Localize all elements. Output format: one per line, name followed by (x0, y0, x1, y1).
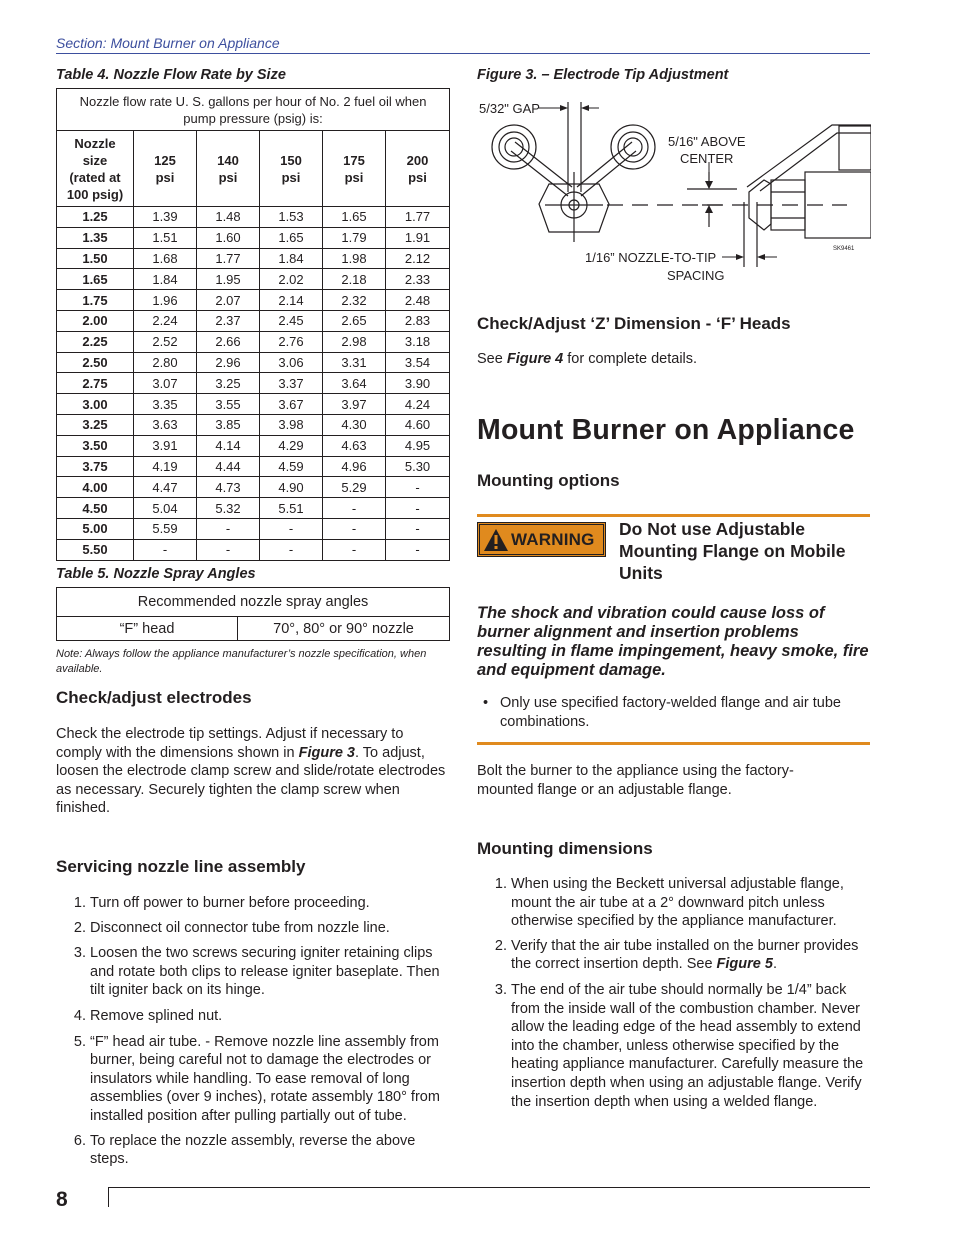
list-item: 1. When using the Beckett universal adjustable flange, mount the air tube at a 2° downward pitch unless otherwise specified by the appliance manufacturer. (511, 875, 870, 931)
flow-rate-cell: - (386, 477, 450, 498)
bolt-paragraph: Bolt the burner to the appliance using the factory-mounted flange or an adjustable flange. (477, 763, 794, 798)
nozzle-size-cell: 2.75 (57, 373, 134, 394)
flow-rate-cell: 1.65 (260, 227, 323, 248)
flow-rate-cell: 3.31 (323, 352, 386, 373)
flow-rate-cell: 4.47 (134, 477, 197, 498)
table-row (57, 248, 450, 269)
table5-note: Note: Always follow the appliance manufacturer’s nozzle specification, when available. (56, 648, 427, 675)
flow-rate-cell: 1.65 (323, 207, 386, 228)
figure5-link[interactable]: Figure 5 (716, 956, 773, 973)
table-row (57, 207, 450, 228)
table-row (57, 477, 450, 498)
flow-rate-cell: 3.07 (134, 373, 197, 394)
flow-rate-cell: 1.60 (197, 227, 260, 248)
list-item: 5. “F” head air tube. - Remove nozzle line assembly from burner, being careful not to damage the electrodes or insulators while handling. To ease removal of long assemblies (over 9 inches), rotate assembly 180° from installed position after pulling partially out of tube. (90, 1033, 451, 1126)
flow-rate-cell: 2.66 (197, 331, 260, 352)
nozzle-size-cell: 3.25 (57, 414, 134, 435)
flow-rate-cell: 2.45 (260, 310, 323, 331)
flow-rate-cell: - (134, 539, 197, 560)
warning-top-rule (477, 514, 870, 517)
flow-rate-cell: 3.85 (197, 414, 260, 435)
electrodes-heading: Check/adjust electrodes (56, 688, 252, 707)
flow-rate-cell: 4.73 (197, 477, 260, 498)
nozzle-size-cell: 3.00 (57, 394, 134, 415)
flow-rate-cell: 4.59 (260, 456, 323, 477)
flow-rate-cell: 3.25 (197, 373, 260, 394)
table-row (57, 331, 450, 352)
table-row (57, 498, 450, 519)
servicing-steps (56, 894, 451, 1169)
flow-rate-cell: 1.96 (134, 290, 197, 311)
nozzle-size-cell: 1.35 (57, 227, 134, 248)
nozzle-size-cell: 2.00 (57, 310, 134, 331)
flow-rate-cell: 2.14 (260, 290, 323, 311)
list-item: 6. To replace the nozzle assembly, reverse the above steps. (90, 1132, 451, 1169)
figure3-caption: Figure 3. – Electrode Tip Adjustment (477, 67, 729, 83)
list-item: 3. The end of the air tube should normally be 1/4” back from the inside wall of the combustion chamber. Never allow the leading edge of the head assembly to extend into the chamber, unless otherwise specified by the heating appliance manufacturer. Carefully measure the insertion depth when using an adjustable flange. Verify the insertion depth when using a welded flange. (511, 981, 870, 1111)
section-header: Section: Mount Burner on Appliance (56, 35, 280, 51)
table-row (57, 414, 450, 435)
flow-rate-cell: - (323, 539, 386, 560)
table4-intro: Nozzle flow rate U. S. gallons per hour of No. 2 fuel oil when pump pressure (psig) is: (57, 89, 450, 131)
flow-rate-cell: 3.18 (386, 331, 450, 352)
nozzle-size-cell: 2.25 (57, 331, 134, 352)
list-item: 4. Remove splined nut. (90, 1007, 451, 1026)
flow-rate-cell: - (323, 518, 386, 539)
flow-rate-cell: 1.68 (134, 248, 197, 269)
table-row (57, 518, 450, 539)
flow-rate-cell: 2.12 (386, 248, 450, 269)
flow-rate-cell: 4.60 (386, 414, 450, 435)
table5-header: Recommended nozzle spray angles (57, 588, 450, 617)
flow-rate-cell: 2.98 (323, 331, 386, 352)
flow-rate-cell: - (386, 498, 450, 519)
spacing-label-2: SPACING (667, 268, 725, 283)
flow-rate-cell: 1.39 (134, 207, 197, 228)
flow-rate-cell: 2.48 (386, 290, 450, 311)
flow-rate-cell: 2.33 (386, 269, 450, 290)
flow-rate-cell: 1.79 (323, 227, 386, 248)
mounting-options-heading: Mounting options (477, 471, 620, 490)
flow-rate-cell: 4.63 (323, 435, 386, 456)
flow-rate-cell: 4.29 (260, 435, 323, 456)
flow-rate-cell: 1.91 (386, 227, 450, 248)
table5-row-value: 70°, 80° or 90° nozzle (238, 617, 450, 641)
table-row (57, 227, 450, 248)
nozzle-size-cell: 2.50 (57, 352, 134, 373)
flow-rate-cell: 3.97 (323, 394, 386, 415)
flow-rate-cell: - (386, 518, 450, 539)
table4-col-nozzle-size: Nozzle size (rated at 100 psig) (57, 131, 134, 207)
nozzle-size-cell: 1.50 (57, 248, 134, 269)
flow-rate-cell: 2.83 (386, 310, 450, 331)
above-center-label-2: CENTER (680, 151, 734, 166)
flow-rate-cell: 3.98 (260, 414, 323, 435)
flow-rate-cell: 1.84 (260, 248, 323, 269)
table-row (57, 456, 450, 477)
figure4-link[interactable]: Figure 4 (506, 351, 564, 367)
warning-bullet: • Only use specified factory-welded flange and air tube combinations. (483, 695, 841, 730)
flow-rate-cell: 5.29 (323, 477, 386, 498)
flow-rate-cell: 5.30 (386, 456, 450, 477)
spacing-label-1: 1/16” NOZZLE-TO-TIP (585, 250, 717, 265)
flow-rate-cell: 1.98 (323, 248, 386, 269)
flow-rate-cell: 1.84 (134, 269, 197, 290)
flow-rate-cell: 4.90 (260, 477, 323, 498)
flow-rate-cell: 3.64 (323, 373, 386, 394)
nozzle-size-cell: 1.25 (57, 207, 134, 228)
flow-rate-cell: 1.77 (386, 207, 450, 228)
nozzle-size-cell: 3.50 (57, 435, 134, 456)
flow-rate-cell: 1.48 (197, 207, 260, 228)
nozzle-size-cell: 4.00 (57, 477, 134, 498)
flow-rate-cell: 1.77 (197, 248, 260, 269)
flow-rate-cell: 4.44 (197, 456, 260, 477)
table4-col-150: 150 psi (260, 131, 323, 207)
flow-rate-cell: 2.07 (197, 290, 260, 311)
table4-col-175: 175 psi (323, 131, 386, 207)
flow-rate-cell: - (386, 539, 450, 560)
mounting-dimensions-heading: Mounting dimensions (477, 839, 653, 858)
gap-label: 5/32" GAP (479, 101, 540, 116)
table-row (57, 290, 450, 311)
list-item: 2. Disconnect oil connector tube from nozzle line. (90, 919, 451, 938)
warning-badge (477, 522, 606, 557)
page-number: 8 (56, 1188, 68, 1211)
nozzle-size-cell: 5.50 (57, 539, 134, 560)
mounting-dimension-steps (477, 875, 870, 1111)
nozzle-flow-table (56, 88, 450, 561)
figure-ref-code: SK9461 (833, 246, 855, 252)
table4-col-200: 200 psi (386, 131, 450, 207)
warning-title: Do Not use Adjustable Mounting Flange on Mobile Units (619, 519, 846, 583)
footer-divider (108, 1187, 109, 1207)
flow-rate-cell: 3.37 (260, 373, 323, 394)
flow-rate-cell: 4.96 (323, 456, 386, 477)
flow-rate-cell: - (323, 498, 386, 519)
electrodes-paragraph: Check the electrode tip settings. Adjust if necessary to comply with the dimensions shown in Figure 3. To adjust, loosen the electrode clamp screw and slide/rotate electrodes as necessary. Securely tighten the clamp screw when finished. (56, 726, 446, 817)
table4-header-row (57, 131, 450, 207)
flow-rate-cell: 3.63 (134, 414, 197, 435)
servicing-heading: Servicing nozzle line assembly (56, 857, 306, 876)
table-row (57, 352, 450, 373)
flow-rate-cell: 2.65 (323, 310, 386, 331)
warning-bottom-rule (477, 742, 870, 745)
table-row (57, 435, 450, 456)
flow-rate-cell: 5.04 (134, 498, 197, 519)
flow-rate-cell: 4.30 (323, 414, 386, 435)
flow-rate-cell: 2.18 (323, 269, 386, 290)
flow-rate-cell: 3.54 (386, 352, 450, 373)
flow-rate-cell: 3.67 (260, 394, 323, 415)
flow-rate-cell: - (260, 518, 323, 539)
list-item: 1. Turn off power to burner before proceeding. (90, 894, 451, 913)
table-row (57, 394, 450, 415)
footer-rule (108, 1187, 870, 1188)
table4-col-140: 140 psi (197, 131, 260, 207)
flow-rate-cell: 3.55 (197, 394, 260, 415)
flow-rate-cell: 1.53 (260, 207, 323, 228)
flow-rate-cell: 2.37 (197, 310, 260, 331)
flow-rate-cell: 5.32 (197, 498, 260, 519)
nozzle-size-cell: 1.75 (57, 290, 134, 311)
flow-rate-cell: 4.95 (386, 435, 450, 456)
flow-rate-cell: 2.24 (134, 310, 197, 331)
flow-rate-cell: - (197, 518, 260, 539)
flow-rate-cell: 2.76 (260, 331, 323, 352)
flow-rate-cell: 2.52 (134, 331, 197, 352)
nozzle-size-cell: 3.75 (57, 456, 134, 477)
warning-label: WARNING (511, 530, 595, 549)
list-item: 3. Loosen the two screws securing igniter retaining clips and rotate both clips to release igniter baseplate. Then tilt igniter back on its hinge. (90, 944, 451, 1000)
list-item: 2. Verify that the air tube installed on the burner provides the correct insertion depth. See Figure 5. (511, 937, 870, 974)
flow-rate-cell: - (197, 539, 260, 560)
table5-row-label: “F” head (57, 617, 238, 641)
nozzle-size-cell: 5.00 (57, 518, 134, 539)
zdim-heading: Check/Adjust ‘Z’ Dimension - ‘F’ Heads (477, 314, 791, 333)
table-row (57, 373, 450, 394)
flow-rate-cell: 4.24 (386, 394, 450, 415)
flow-rate-cell: 2.02 (260, 269, 323, 290)
warning-triangle-icon (483, 528, 509, 552)
flow-rate-cell: - (260, 539, 323, 560)
header-rule (56, 53, 870, 54)
table-row (57, 310, 450, 331)
warning-text: The shock and vibration could cause loss of burner alignment and insertion problems resulting in flame impingement, heavy smoke, fire and equipment damage. (477, 604, 869, 679)
flow-rate-cell: 2.80 (134, 352, 197, 373)
bullet-dot: • (483, 695, 489, 711)
table-row (57, 269, 450, 290)
page-title: Mount Burner on Appliance (477, 414, 855, 446)
flow-rate-cell: 2.32 (323, 290, 386, 311)
flow-rate-cell: 2.96 (197, 352, 260, 373)
flow-rate-cell: 4.19 (134, 456, 197, 477)
spray-angle-table (56, 587, 450, 641)
nozzle-size-cell: 1.65 (57, 269, 134, 290)
flow-rate-cell: 3.91 (134, 435, 197, 456)
flow-rate-cell: 3.35 (134, 394, 197, 415)
flow-rate-cell: 4.14 (197, 435, 260, 456)
flow-rate-cell: 5.59 (134, 518, 197, 539)
table4-col-125: 125 psi (134, 131, 197, 207)
table4-caption: Table 4. Nozzle Flow Rate by Size (56, 67, 286, 83)
right-insulator-inner (618, 132, 648, 162)
above-center-label-1: 5/16" ABOVE (668, 134, 746, 149)
flow-rate-cell: 5.51 (260, 498, 323, 519)
table5-caption: Table 5. Nozzle Spray Angles (56, 566, 256, 582)
flow-rate-cell: 3.06 (260, 352, 323, 373)
table-row (57, 539, 450, 560)
left-insulator-inner (499, 132, 529, 162)
electrode-diagram (477, 92, 871, 287)
flow-rate-cell: 1.95 (197, 269, 260, 290)
flow-rate-cell: 1.51 (134, 227, 197, 248)
flow-rate-cell: 3.90 (386, 373, 450, 394)
zdim-paragraph: See Figure 4 for complete details. (477, 351, 698, 367)
nozzle-size-cell: 4.50 (57, 498, 134, 519)
figure3-link[interactable]: Figure 3 (298, 744, 355, 761)
